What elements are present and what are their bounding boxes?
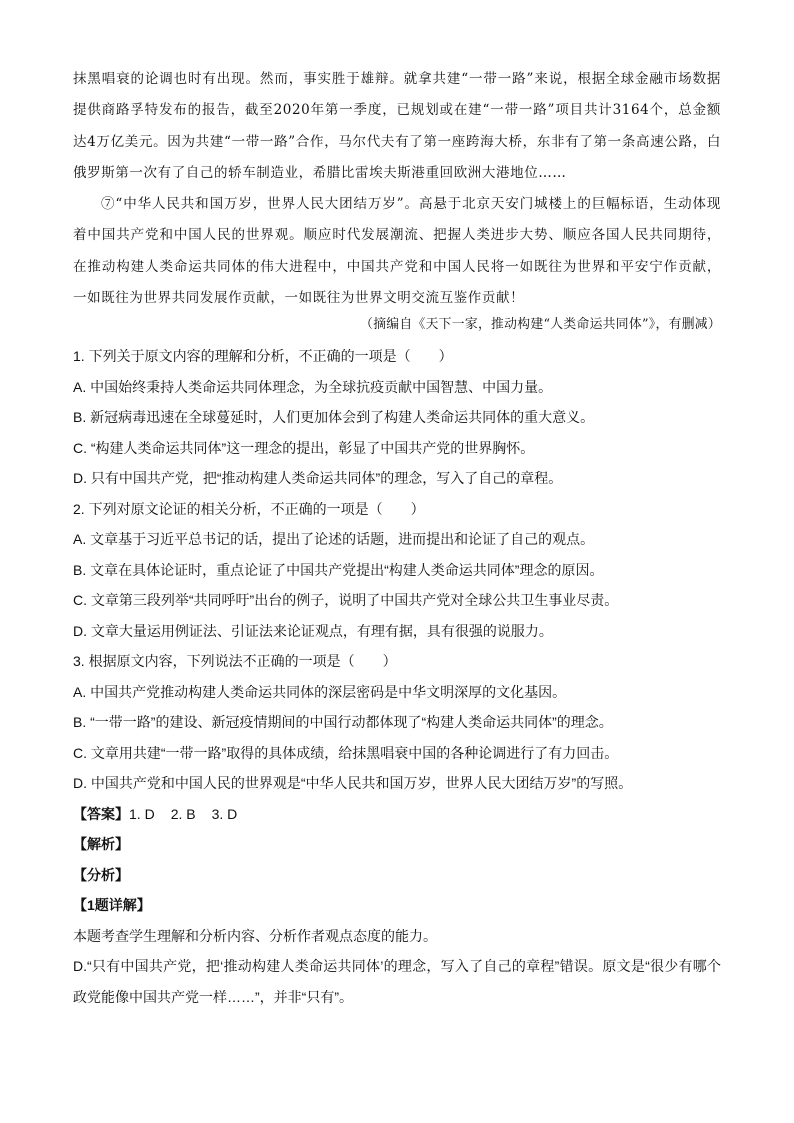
- question-2-option-c: C. 文章第三段列举“共同呼吁”出台的例子，说明了中国共产党对全球公共卫生事业尽责。: [73, 592, 619, 608]
- answer-item-1: 1. D: [129, 805, 155, 822]
- answer-line: [73, 799, 721, 830]
- question-1-option-c: C. “构建人类命运共同体”这一理念的提出，彰显了中国共产党的世界胸怀。: [73, 439, 535, 456]
- question-2-option-a: A. 文章基于习近平总书记的话，提出了论述的话题，进而提出和论证了自己的观点。: [73, 531, 595, 547]
- question-1-detail-line-1: 本题考查学生理解和分析内容、分析作者观点态度的能力。: [73, 927, 437, 944]
- questions-section: [73, 341, 721, 1012]
- answer-item-3: 3. D: [211, 805, 238, 822]
- passage-paragraph-7: ⑦“中华人民共和国万岁，世界人民大团结万岁”。高悬于北京天安门城楼上的巨幅标语，生动体现着中国共产党和中国人民的世界观。顺应时代发展潮流、把握人类进步大势、顺应各国人民共同期待，在推动构建人类命运共同体的伟大进程中，中国共产党和中国人民将一如既往为世界和平安宁作贡献，一如既往为世界共同发展作贡献，一如既往为世界文明交流互鉴作贡献！: [73, 196, 721, 307]
- question-3-stem: 3. 根据原文内容，下列说法不正确的一项是（ ）: [73, 653, 397, 669]
- question-3-option-a: A. 中国共产党推动构建人类命运共同体的深层密码是中华文明深厚的文化基因。: [73, 683, 567, 700]
- question-1-option-a: A. 中国始终秉持人类命运共同体理念，为全球抗疫贡献中国智慧、中国力量。: [73, 378, 553, 395]
- question-2-option-b: B. 文章在具体论证时，重点论证了中国共产党提出“构建人类命运共同体”理念的原因。: [73, 561, 604, 578]
- question-1-option-d: D. 只有中国共产党，把“推动构建人类命运共同体”的理念，写入了自己的章程。: [73, 470, 563, 486]
- question-1-option-b: B. 新冠病毒迅速在全球蔓延时，人们更加体会到了构建人类命运共同体的重大意义。: [73, 409, 595, 425]
- answer-label: 【答案】: [73, 805, 129, 822]
- question-2-stem: 2. 下列对原文论证的相关分析，不正确的一项是（ ）: [73, 500, 425, 517]
- reading-passage: [73, 64, 721, 314]
- passage-paragraph-continued: 抹黑唱衰的论调也时有出现。然而，事实胜于雄辩。就拿共建“一带一路”来说，根据全球金融市场数据提供商路孚特发布的报告，截至2020年第一季度，已规划或在建“一带一路”项目共计3164个，总金额达4万亿美元。因为共建“一带一路”合作，马尔代夫有了第一座跨海大桥，东非有了第一条高速公路，白俄罗斯第一次有了自己的轿车制造业，希腊比雷埃夫斯港重回欧洲大港地位……: [73, 71, 721, 181]
- analysis-heading: 【解析】: [73, 836, 129, 852]
- answer-item-2: 2. B: [170, 805, 196, 822]
- question-2-option-d: D. 文章大量运用例证法、引证法来论证观点，有理有据，具有很强的说服力。: [73, 622, 553, 639]
- analysis-subheading: 【分析】: [73, 866, 129, 883]
- question-1-stem: 1. 下列关于原文内容的理解和分析，不正确的一项是（ ）: [73, 348, 453, 364]
- question-3-option-b: B. “一带一路”的建设、新冠疫情期间的中国行动都体现了“构建人类命运共同体”的理念。: [73, 714, 613, 730]
- question-3-option-d: D. 中国共产党和中国人民的世界观是“中华人民共和国万岁，世界人民大团结万岁”的写照。: [73, 775, 633, 791]
- question-3-option-c: C. 文章用共建“一带一路”取得的具体成绩，给抹黑唱衰中国的各种论调进行了有力回击。: [73, 744, 619, 761]
- question-1-detail-heading: 【1题详解】: [73, 897, 151, 913]
- question-1-detail-line-2: D.“只有中国共产党，把‘推动构建人类命运共同体’的理念，写入了自己的章程”错误。原文是“很少有哪个政党能像中国共产党一样……”，并非“只有”。: [73, 958, 721, 1005]
- passage-source: （摘编自《天下一家，推动构建“人类命运共同体”》，有删减）: [360, 317, 721, 332]
